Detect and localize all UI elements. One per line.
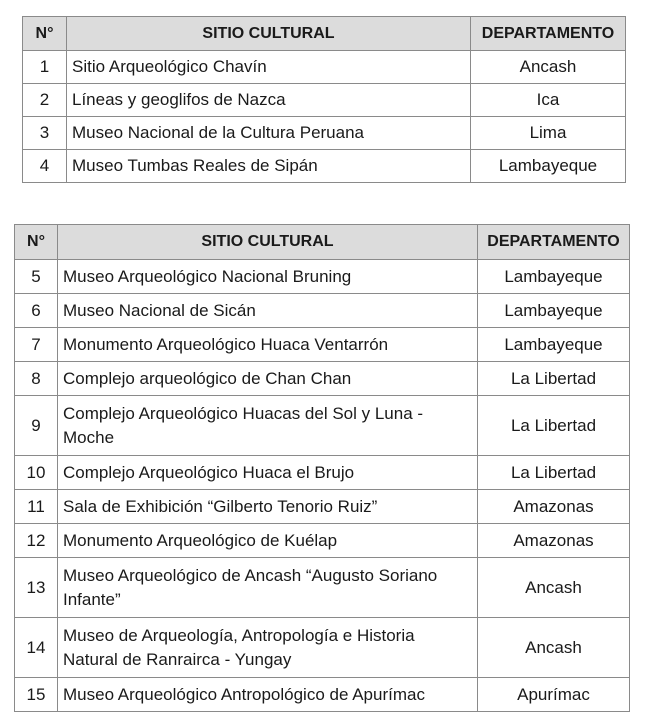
table-row [23, 117, 626, 150]
row-site: Museo Nacional de la Cultura Peruana [67, 117, 471, 150]
row-site: Museo de Arqueología, Antropología e Historia Natural de Ranrairca - Yungay [58, 618, 478, 678]
row-number: 9 [15, 396, 58, 456]
row-department: La Libertad [478, 362, 630, 396]
table-row [15, 396, 630, 456]
row-department: Ancash [471, 51, 626, 84]
row-site: Monumento Arqueológico Huaca Ventarrón [58, 328, 478, 362]
header-site: SITIO CULTURAL [67, 17, 471, 51]
row-number: 3 [23, 117, 67, 150]
row-number: 7 [15, 328, 58, 362]
row-site: Complejo arqueológico de Chan Chan [58, 362, 478, 396]
table-row [15, 328, 630, 362]
row-department: Amazonas [478, 524, 630, 558]
row-site: Sala de Exhibición “Gilberto Tenorio Ruiz” [58, 490, 478, 524]
table-row [15, 678, 630, 712]
table-header-row [23, 17, 626, 51]
header-department: DEPARTAMENTO [478, 225, 630, 260]
row-number: 2 [23, 84, 67, 117]
table-row [15, 362, 630, 396]
row-number: 11 [15, 490, 58, 524]
row-department: Ancash [478, 558, 630, 618]
row-department: Lambayeque [471, 150, 626, 183]
table-row [23, 51, 626, 84]
row-site: Sitio Arqueológico Chavín [67, 51, 471, 84]
table-row [15, 294, 630, 328]
row-department: Lambayeque [478, 260, 630, 294]
header-site: SITIO CULTURAL [58, 225, 478, 260]
row-number: 8 [15, 362, 58, 396]
header-number: N° [15, 225, 58, 260]
table-row [15, 558, 630, 618]
row-site: Complejo Arqueológico Huacas del Sol y Luna - Moche [58, 396, 478, 456]
row-department: La Libertad [478, 396, 630, 456]
table-row [15, 456, 630, 490]
table-row [15, 618, 630, 678]
header-department: DEPARTAMENTO [471, 17, 626, 51]
row-site: Museo Tumbas Reales de Sipán [67, 150, 471, 183]
table-row [15, 524, 630, 558]
row-department: Lambayeque [478, 328, 630, 362]
cultural-sites-table-1 [22, 16, 626, 183]
row-site: Líneas y geoglifos de Nazca [67, 84, 471, 117]
row-department: Lima [471, 117, 626, 150]
row-department: Amazonas [478, 490, 630, 524]
row-number: 12 [15, 524, 58, 558]
table-row [15, 260, 630, 294]
row-site: Museo Arqueológico de Ancash “Augusto Soriano Infante” [58, 558, 478, 618]
row-department: Ica [471, 84, 626, 117]
row-number: 5 [15, 260, 58, 294]
row-number: 13 [15, 558, 58, 618]
row-number: 1 [23, 51, 67, 84]
row-site: Museo Nacional de Sicán [58, 294, 478, 328]
table-row [23, 150, 626, 183]
table-row [23, 84, 626, 117]
header-number: N° [23, 17, 67, 51]
row-number: 6 [15, 294, 58, 328]
row-site: Complejo Arqueológico Huaca el Brujo [58, 456, 478, 490]
table-row [15, 490, 630, 524]
row-department: Ancash [478, 618, 630, 678]
table-header-row [15, 225, 630, 260]
row-department: Lambayeque [478, 294, 630, 328]
cultural-sites-table-2 [14, 224, 630, 712]
row-site: Monumento Arqueológico de Kuélap [58, 524, 478, 558]
row-number: 15 [15, 678, 58, 712]
row-site: Museo Arqueológico Antropológico de Apurímac [58, 678, 478, 712]
row-number: 10 [15, 456, 58, 490]
row-site: Museo Arqueológico Nacional Bruning [58, 260, 478, 294]
row-number: 4 [23, 150, 67, 183]
row-department: La Libertad [478, 456, 630, 490]
row-number: 14 [15, 618, 58, 678]
row-department: Apurímac [478, 678, 630, 712]
